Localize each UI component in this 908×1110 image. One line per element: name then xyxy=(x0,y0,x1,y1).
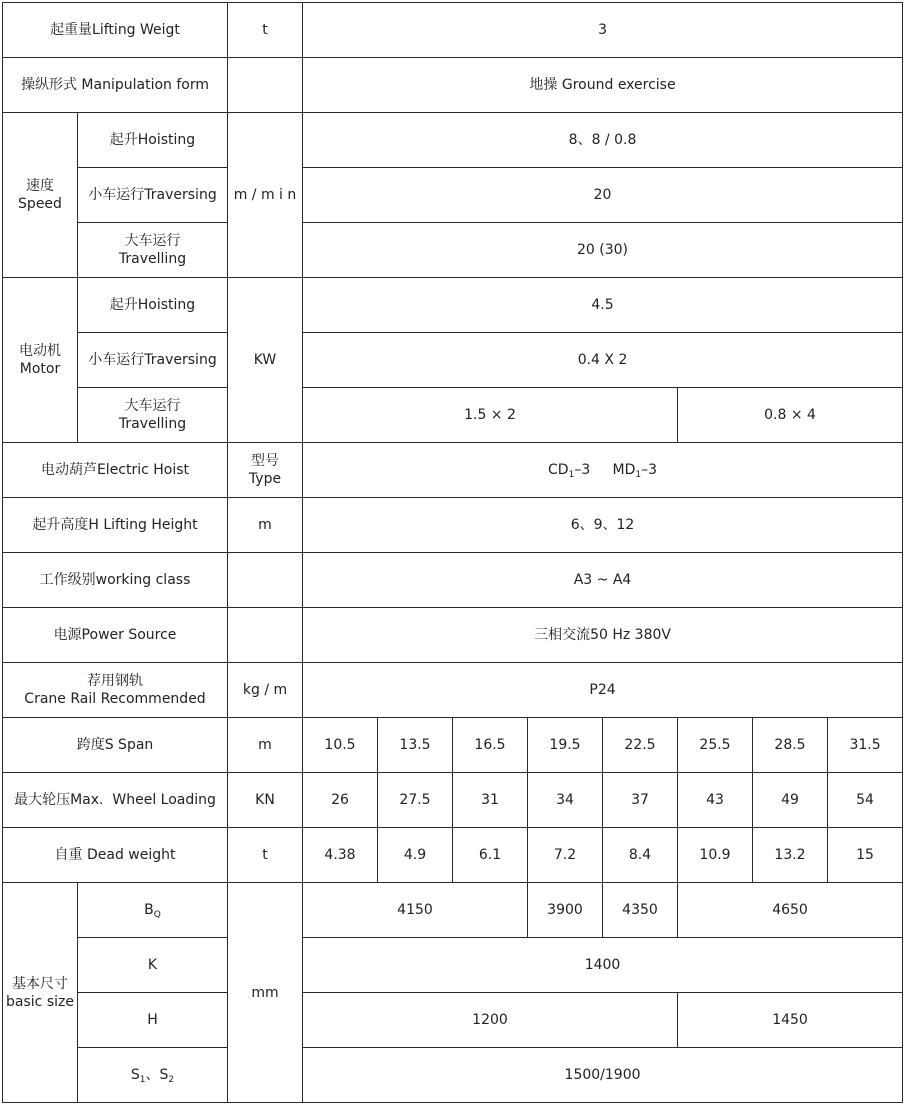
value-electric-hoist xyxy=(303,443,903,498)
value-crane-rail: P24 xyxy=(303,663,903,718)
unit-crane-rail: kg / m xyxy=(228,663,303,718)
value-lifting-height: 6、9、12 xyxy=(303,498,903,553)
unit-working-class xyxy=(228,553,303,608)
label-wheel-loading: 最大轮压Max. Wheel Loading xyxy=(3,773,228,828)
row-motor-traversing xyxy=(3,333,903,388)
unit-electric-hoist-en: Type xyxy=(248,471,282,487)
label-s2-main: S xyxy=(159,1067,169,1083)
row-dead-weight xyxy=(3,828,903,883)
spec-table xyxy=(2,2,903,1103)
dead-weight-value: 10.9 xyxy=(678,828,753,883)
hoist-model-md-sub: 1 xyxy=(635,470,642,480)
label-speed-travelling-zh: 大车运行 xyxy=(124,233,181,249)
row-speed-travelling xyxy=(3,223,903,278)
unit-lifting-weight: t xyxy=(228,3,303,58)
label-s1-main: S xyxy=(130,1067,140,1083)
unit-wheel-loading: KN xyxy=(228,773,303,828)
value-motor-traversing: 0.4 X 2 xyxy=(303,333,903,388)
span-value: 16.5 xyxy=(453,718,528,773)
dead-weight-value: 13.2 xyxy=(753,828,828,883)
dead-weight-value: 4.38 xyxy=(303,828,378,883)
unit-basic-size: mm xyxy=(228,883,303,1103)
group-motor-zh: 电动机 xyxy=(19,343,61,359)
wheel-loading-value: 49 xyxy=(753,773,828,828)
row-motor-hoisting xyxy=(3,278,903,333)
row-basic-size-bq xyxy=(3,883,903,938)
row-speed-hoisting xyxy=(3,113,903,168)
label-bq-sub: Q xyxy=(153,910,161,920)
label-motor-travelling-en: Travelling xyxy=(118,416,187,432)
label-bq xyxy=(78,883,228,938)
value-motor-hoisting: 4.5 xyxy=(303,278,903,333)
wheel-loading-value: 54 xyxy=(828,773,903,828)
label-manipulation: 操纵形式 Manipulation form xyxy=(3,58,228,113)
row-lifting-height xyxy=(3,498,903,553)
dead-weight-value: 7.2 xyxy=(528,828,603,883)
label-electric-hoist: 电动葫芦Electric Hoist xyxy=(3,443,228,498)
label-crane-rail-en: Crane Rail Recommended xyxy=(24,691,206,707)
unit-speed: m / m i n xyxy=(228,113,303,278)
label-speed-travelling xyxy=(78,223,228,278)
row-basic-size-s xyxy=(3,1048,903,1103)
row-lifting-weight xyxy=(3,3,903,58)
unit-power-source xyxy=(228,608,303,663)
group-speed-zh: 速度 xyxy=(26,178,54,194)
span-value: 13.5 xyxy=(378,718,453,773)
value-k: 1400 xyxy=(303,938,903,993)
unit-electric-hoist xyxy=(228,443,303,498)
unit-dead-weight: t xyxy=(228,828,303,883)
label-lifting-height: 起升高度H Lifting Height xyxy=(3,498,228,553)
label-crane-rail-zh: 荐用钢轨 xyxy=(87,673,143,689)
label-bq-main: B xyxy=(144,902,154,918)
row-speed-traversing xyxy=(3,168,903,223)
wheel-loading-value: 37 xyxy=(603,773,678,828)
dead-weight-value: 8.4 xyxy=(603,828,678,883)
unit-lifting-height: m xyxy=(228,498,303,553)
group-motor xyxy=(3,278,78,443)
group-motor-en: Motor xyxy=(19,361,61,377)
value-manipulation: 地操 Ground exercise xyxy=(303,58,903,113)
value-s: 1500/1900 xyxy=(303,1048,903,1103)
span-value: 19.5 xyxy=(528,718,603,773)
row-basic-size-k xyxy=(3,938,903,993)
row-manipulation xyxy=(3,58,903,113)
span-value: 10.5 xyxy=(303,718,378,773)
wheel-loading-value: 34 xyxy=(528,773,603,828)
wheel-loading-value: 27.5 xyxy=(378,773,453,828)
value-working-class: A3 ~ A4 xyxy=(303,553,903,608)
row-crane-rail xyxy=(3,663,903,718)
value-h-1: 1200 xyxy=(303,993,678,1048)
label-k: K xyxy=(78,938,228,993)
value-motor-travelling-b: 0.8 × 4 xyxy=(678,388,903,443)
value-bq-2: 3900 xyxy=(528,883,603,938)
hoist-model-cd-main: CD xyxy=(548,462,569,478)
hoist-model-md xyxy=(613,462,658,478)
value-speed-traversing: 20 xyxy=(303,168,903,223)
row-working-class xyxy=(3,553,903,608)
span-value: 31.5 xyxy=(828,718,903,773)
label-power-source: 电源Power Source xyxy=(3,608,228,663)
hoist-model-cd-tail: –3 xyxy=(574,462,591,478)
label-span: 跨度S Span xyxy=(3,718,228,773)
label-speed-hoisting: 起升Hoisting xyxy=(78,113,228,168)
row-electric-hoist xyxy=(3,443,903,498)
group-basic-size-en: basic size xyxy=(6,993,74,1010)
label-motor-travelling xyxy=(78,388,228,443)
value-bq-1: 4150 xyxy=(303,883,528,938)
label-s2-sub: 2 xyxy=(168,1075,175,1085)
group-speed xyxy=(3,113,78,278)
unit-span: m xyxy=(228,718,303,773)
label-working-class: 工作级别working class xyxy=(3,553,228,608)
hoist-model-cd-sub: 1 xyxy=(568,470,575,480)
dead-weight-value: 4.9 xyxy=(378,828,453,883)
label-s1-sub: 1 xyxy=(139,1075,146,1085)
label-h: H xyxy=(78,993,228,1048)
label-motor-travelling-zh: 大车运行 xyxy=(124,398,181,414)
span-value: 28.5 xyxy=(753,718,828,773)
hoist-model-md-tail: –3 xyxy=(641,462,658,478)
label-dead-weight: 自重 Dead weight xyxy=(3,828,228,883)
wheel-loading-value: 26 xyxy=(303,773,378,828)
label-crane-rail xyxy=(3,663,228,718)
label-lifting-weight: 起重量Lifting Weigt xyxy=(3,3,228,58)
label-speed-travelling-en: Travelling xyxy=(118,251,187,267)
span-value: 22.5 xyxy=(603,718,678,773)
unit-manipulation xyxy=(228,58,303,113)
value-speed-travelling: 20 (30) xyxy=(303,223,903,278)
value-h-2: 1450 xyxy=(678,993,903,1048)
value-bq-3: 4350 xyxy=(603,883,678,938)
hoist-model-md-main: MD xyxy=(612,462,636,478)
unit-electric-hoist-zh: 型号 xyxy=(251,453,279,469)
row-span xyxy=(3,718,903,773)
label-speed-traversing: 小车运行Traversing xyxy=(78,168,228,223)
row-basic-size-h xyxy=(3,993,903,1048)
value-bq-4: 4650 xyxy=(678,883,903,938)
value-motor-travelling-a: 1.5 × 2 xyxy=(303,388,678,443)
value-speed-hoisting: 8、8 / 0.8 xyxy=(303,113,903,168)
label-s-sep: 、 xyxy=(145,1067,160,1083)
group-basic-size xyxy=(3,883,78,1103)
hoist-model-cd xyxy=(548,462,590,478)
unit-motor: KW xyxy=(228,278,303,443)
wheel-loading-value: 43 xyxy=(678,773,753,828)
group-basic-size-zh: 基本尺寸 xyxy=(12,975,68,992)
dead-weight-value: 15 xyxy=(828,828,903,883)
row-wheel-loading xyxy=(3,773,903,828)
label-motor-traversing: 小车运行Traversing xyxy=(78,333,228,388)
row-power-source xyxy=(3,608,903,663)
span-value: 25.5 xyxy=(678,718,753,773)
value-power-source: 三相交流50 Hz 380V xyxy=(303,608,903,663)
label-s xyxy=(78,1048,228,1103)
wheel-loading-value: 31 xyxy=(453,773,528,828)
row-motor-travelling xyxy=(3,388,903,443)
value-lifting-weight: 3 xyxy=(303,3,903,58)
dead-weight-value: 6.1 xyxy=(453,828,528,883)
group-speed-en: Speed xyxy=(18,196,62,212)
label-motor-hoisting: 起升Hoisting xyxy=(78,278,228,333)
